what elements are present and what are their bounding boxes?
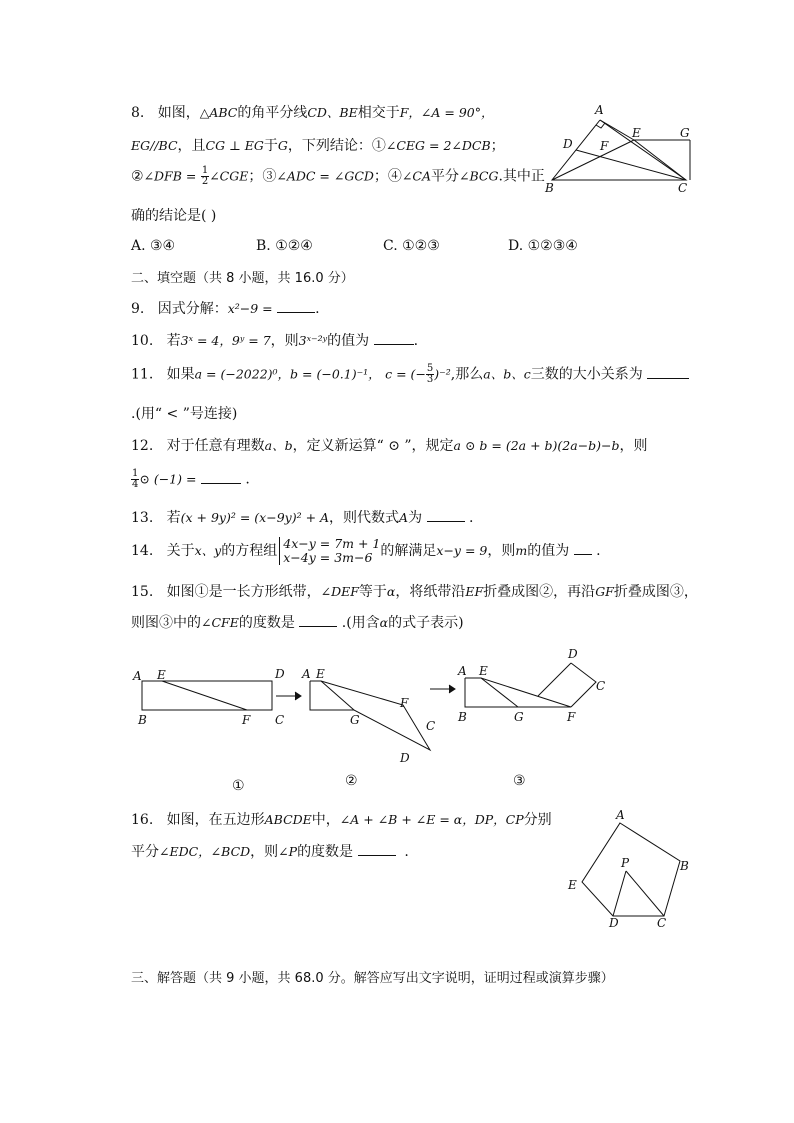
q10-math: 3ˣ = 4，9ʸ = 7 <box>180 333 271 348</box>
equation-2: x−4y = 3m−6 <box>283 550 373 565</box>
label-E: E <box>632 126 641 140</box>
q14-text: ，则 <box>487 543 516 559</box>
q11-line1 <box>131 364 689 385</box>
label-F: F <box>600 139 609 153</box>
q16-math: ∠EDC，∠BCD <box>159 844 251 859</box>
q8-math: ∠DFB = <box>143 168 197 184</box>
fig3-label-F: F <box>567 710 576 724</box>
fraction-denominator: 3 <box>426 374 434 385</box>
fig2-label-D: D <box>400 751 410 765</box>
q16-math: ∠A + ∠B + ∠E = α，DP，CP <box>339 812 524 827</box>
fig2-label-E: E <box>316 667 325 681</box>
fig3-label-D: D <box>568 647 578 661</box>
q14-math: x、y <box>194 543 222 558</box>
q8-math: ∠BCG <box>459 168 499 184</box>
q16-text: . <box>404 844 409 860</box>
q15-line2 <box>131 614 464 632</box>
answer-blank[interactable] <box>299 614 337 627</box>
q8-text: ； <box>490 138 505 154</box>
q8-text: 相交于 <box>357 105 400 121</box>
q12-text: ，定义新运算“ ⊙ ”，规定 <box>292 438 454 454</box>
fig1-label-B: B <box>138 713 147 727</box>
answer-blank[interactable] <box>647 366 689 379</box>
q14-text: 关于 <box>166 543 195 559</box>
q14-text: 的解满足 <box>380 543 437 559</box>
fig3-label-A: A <box>458 664 467 678</box>
q15-number: 15. <box>131 584 154 600</box>
q16-text: 如图，在五边形 <box>166 812 265 828</box>
q8-math: EG//BC <box>131 138 178 153</box>
section-heading-fill-in: 二、填空题（共 8 小题，共 16.0 分） <box>131 271 354 286</box>
label-C: C <box>657 916 667 930</box>
q11-math: a = (−2022)⁰，b = (−0.1)⁻¹， <box>194 366 381 382</box>
fig2-label-A: A <box>302 667 311 681</box>
q11-number: 11. <box>131 366 154 383</box>
q8-text: ② <box>131 168 144 185</box>
q14-line <box>131 537 601 565</box>
label-A: A <box>616 808 625 822</box>
fig3-label-C: C <box>596 679 606 693</box>
fig1-label-E: E <box>157 668 166 682</box>
label-G: G <box>680 126 690 140</box>
q15-text: 的度数是 <box>238 615 295 631</box>
q8-line2 <box>131 137 505 155</box>
fraction-numerator: 1 <box>201 165 209 176</box>
q8-math: CG ⊥ EG <box>205 138 264 153</box>
equation-1: 4x−y = 7m + 1 <box>283 536 381 551</box>
label-D: D <box>563 137 573 151</box>
q16-number: 16. <box>131 812 154 828</box>
choice-a: A. ③④ <box>131 238 176 254</box>
q16-line2 <box>131 843 409 861</box>
q15-math: ∠DEF <box>320 584 359 599</box>
q8-text: ，下列结论：① <box>287 138 386 154</box>
q8-math: ∠CGE <box>209 168 249 184</box>
q8-number: 8. <box>131 105 145 121</box>
q8-line1 <box>131 104 494 122</box>
fig3-label-B: B <box>458 710 467 724</box>
q8-math: ∠CEG = 2∠DCB <box>385 138 491 153</box>
q13-number: 13. <box>131 510 154 526</box>
q9-math: x²−9 = <box>227 301 273 316</box>
q15-text: .(用含 <box>341 615 380 631</box>
fig1-label-F: F <box>242 713 251 727</box>
q8-text: 平分 <box>431 168 459 185</box>
q12-text: . <box>245 471 250 488</box>
answer-blank[interactable] <box>277 300 315 313</box>
q15-line1 <box>131 583 698 601</box>
q9-text: 因式分解： <box>157 301 228 317</box>
figure-caption-2: ② <box>345 773 358 789</box>
label-B: B <box>680 859 689 873</box>
q12-math: a、b <box>264 438 293 453</box>
q10-math: 3ˣ⁻²ʸ <box>298 333 328 348</box>
q8-math: G <box>277 138 288 153</box>
fig2-label-C: C <box>426 719 436 733</box>
label-E: E <box>568 878 577 892</box>
q14-text: . <box>596 543 601 559</box>
answer-blank[interactable] <box>358 843 396 856</box>
q8-math: F，∠A = 90°， <box>399 105 494 120</box>
label-B: B <box>545 181 554 195</box>
q8-text: 的角平分线 <box>237 105 308 121</box>
q16-text: 分别 <box>523 812 552 828</box>
q12-line1 <box>131 437 648 455</box>
q9-number: 9. <box>131 301 145 317</box>
q13-math: A <box>399 510 409 525</box>
q8-math: △ABC <box>199 105 238 120</box>
fraction-denominator: 4 <box>132 479 139 490</box>
q13-text: 为 <box>408 510 423 526</box>
q8-math: ∠CA <box>401 168 431 184</box>
q16-text: 的度数是 <box>297 844 354 860</box>
q16-math: ∠P <box>278 844 298 859</box>
q10-text: 若 <box>166 333 181 349</box>
q11-text: ,那么 <box>450 366 484 383</box>
fig1-label-A: A <box>133 669 142 683</box>
q8-text: ；③ <box>248 168 277 185</box>
q15-math: ∠CFE <box>201 615 239 630</box>
q12-line2 <box>131 469 250 490</box>
q11-line2: .(用“ < ”号连接) <box>131 406 238 422</box>
q15-folding-figures <box>128 640 618 800</box>
q13-text: 若 <box>166 510 181 526</box>
q15-text: ，将纸带沿 <box>395 584 466 600</box>
q14-math: m <box>515 543 528 558</box>
q15-math: α <box>386 584 396 599</box>
fig2-label-G: G <box>350 713 360 727</box>
q12-math: ⊙ (−1) = <box>139 471 197 487</box>
fig1-label-D: D <box>275 667 285 681</box>
q8-line4: 确的结论是( ) <box>131 208 217 224</box>
q13-text: . <box>468 510 474 526</box>
label-A: A <box>595 103 604 117</box>
q14-text: 的值为 <box>527 543 570 559</box>
answer-blank[interactable] <box>427 509 465 522</box>
q10-text: . <box>413 333 419 349</box>
q14-text: 的方程组 <box>221 543 278 559</box>
section-heading-solutions: 三、解答题（共 9 小题，共 68.0 分。解答应写出文字说明，证明过程或演算步骤） <box>131 971 614 986</box>
q15-text: 则图③中的 <box>131 615 201 631</box>
q16-text: ，则 <box>250 844 279 860</box>
q13-text: ，则代数式 <box>329 510 400 526</box>
fraction-numerator: 1 <box>132 468 139 479</box>
q15-text: 的式子表示) <box>388 615 464 631</box>
fraction-numerator: 5 <box>426 363 434 374</box>
fig3-label-G: G <box>514 710 524 724</box>
q15-text: 等于 <box>358 584 387 600</box>
q15-text: 折叠成图③， <box>613 584 698 600</box>
q12-text: ，则 <box>619 438 648 454</box>
q16-text: 中， <box>311 812 340 828</box>
q16-text: 平分 <box>131 844 159 860</box>
q8-text: ；④ <box>373 168 402 185</box>
q15-math: EF <box>465 584 484 599</box>
q10-text: ，则 <box>270 333 299 349</box>
q8-math: CD、BE <box>307 105 358 120</box>
fraction-denominator: 2 <box>201 176 209 187</box>
answer-blank[interactable] <box>374 332 414 345</box>
q12-number: 12. <box>131 438 154 454</box>
q9-line <box>131 300 320 318</box>
q14-number: 14. <box>131 543 154 559</box>
answer-blank[interactable] <box>201 471 241 484</box>
q8-text: ，且 <box>177 138 206 154</box>
q11-math: )⁻² <box>434 366 451 382</box>
label-C: C <box>678 181 688 195</box>
q16-math: ABCDE <box>264 812 312 827</box>
q8-text: 如图， <box>157 105 200 121</box>
q13-line <box>131 509 473 527</box>
q13-math: (x + 9y)² = (x−9y)² + A <box>180 510 330 525</box>
fig1-label-C: C <box>275 713 285 727</box>
q11-text: 三数的大小关系为 <box>530 366 643 383</box>
q15-math: GF <box>595 584 614 599</box>
q14-math: x−y = 9 <box>436 543 488 558</box>
figure-caption-3: ③ <box>513 773 526 789</box>
q8-text: 于 <box>263 138 278 154</box>
q16-pentagon-figure <box>560 808 700 933</box>
choice-b: B. ①②④ <box>256 238 313 254</box>
figure-caption-1: ① <box>232 778 245 794</box>
q10-line <box>131 332 418 350</box>
equation-system <box>279 537 380 565</box>
q10-text: 的值为 <box>327 333 370 349</box>
answer-blank[interactable] <box>574 542 592 555</box>
q10-number: 10. <box>131 333 154 349</box>
q11-text: 如果 <box>166 366 195 383</box>
q11-math: a、b、c <box>483 366 531 382</box>
label-P: P <box>621 856 630 870</box>
q8-line3 <box>131 166 545 187</box>
choice-d: D. ①②③④ <box>508 238 578 254</box>
q8-math: ∠ADC = ∠GCD <box>276 168 374 184</box>
q8-text: .其中正 <box>498 168 545 185</box>
q12-text: 对于任意有理数 <box>166 438 265 454</box>
label-D: D <box>609 916 619 930</box>
q9-text: . <box>315 301 320 317</box>
fig2-label-F: F <box>400 696 409 710</box>
q11-math: c = (− <box>385 366 426 382</box>
fig3-label-E: E <box>479 664 488 678</box>
q8-triangle-figure <box>538 100 698 195</box>
choice-c: C. ①②③ <box>383 238 440 254</box>
fraction-one-half <box>201 166 209 187</box>
q15-text: 如图①是一长方形纸带， <box>166 584 321 600</box>
q15-text: 折叠成图②，再沿 <box>483 584 596 600</box>
q12-math: a ⊙ b = (2a + b)(2a−b)−b <box>453 438 620 453</box>
q16-line1 <box>131 811 552 829</box>
q15-math: α <box>379 615 389 630</box>
